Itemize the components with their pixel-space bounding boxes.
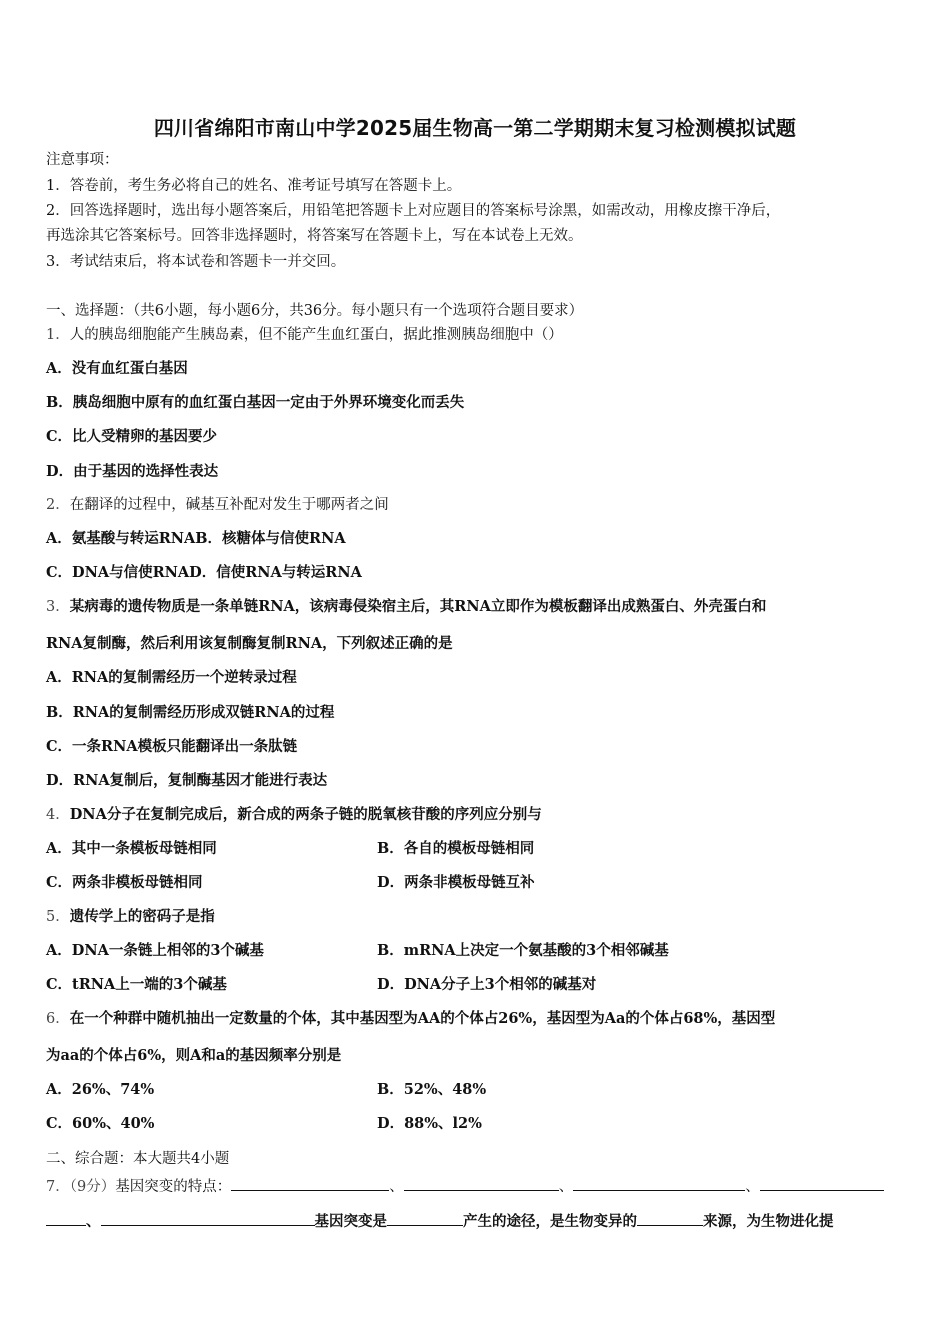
q5-number: 5． xyxy=(46,909,70,925)
q3-option-d: D．RNA复制后，复制酶基因才能进行表达 xyxy=(46,772,328,789)
q3-option-a: A．RNA的复制需经历一个逆转录过程 xyxy=(46,669,297,686)
q1-option-a: A．没有血红蛋白基因 xyxy=(46,360,188,377)
q4-stem: 4．DNA分子在复制完成后，新合成的两条子链的脱氧核苷酸的序列应分别与 xyxy=(46,806,542,823)
q3-number: 3． xyxy=(46,599,70,615)
q5-option-b: B．mRNA上决定一个氨基酸的3个相邻碱基 xyxy=(377,942,669,959)
q3-option-b: B．RNA的复制需经历形成双链RNA的过程 xyxy=(46,704,335,721)
q7-line2: 、 基因突变是 产生的途径，是生物变异的 来源，为生物进化提 xyxy=(46,1211,834,1232)
answer-blank-6[interactable] xyxy=(387,1211,463,1226)
notice-heading: 注意事项： xyxy=(46,152,119,168)
answer-blank-7[interactable] xyxy=(637,1211,703,1226)
q4-option-b: B．各自的模板母链相同 xyxy=(377,840,535,857)
q6-option-c: C．60%、40% xyxy=(46,1115,155,1132)
q6-option-b: B．52%、48% xyxy=(377,1081,487,1098)
q1-option-b: B．胰岛细胞中原有的血红蛋白基因一定由于外界环境变化而丢失 xyxy=(46,394,465,411)
q3-stem-line1: 3．某病毒的遗传物质是一条单链RNA，该病毒侵染宿主后，其RNA立即作为模板翻译出成熟蛋白、外壳蛋白和 xyxy=(46,598,767,615)
q5-option-c: C．tRNA上一端的3个碱基 xyxy=(46,976,227,993)
answer-blank-5[interactable] xyxy=(101,1211,315,1226)
q3-option-c: C．一条RNA模板只能翻译出一条肽链 xyxy=(46,738,298,755)
q1-option-c: C．比人受精卵的基因要少 xyxy=(46,428,218,445)
q1-number: 1． xyxy=(46,327,70,343)
answer-blank-1[interactable] xyxy=(231,1176,389,1191)
q5-option-a: A．DNA一条链上相邻的3个碱基 xyxy=(46,942,264,959)
q4-number: 4． xyxy=(46,807,70,823)
notice-item-1: 1．答卷前，考生务必将自己的姓名、准考证号填写在答题卡上。 xyxy=(46,178,462,194)
answer-blank-3[interactable] xyxy=(573,1176,745,1191)
q4-option-d: D．两条非模板母链互补 xyxy=(377,874,535,891)
notice-item-2-cont: 再选涂其它答案标号。回答非选择题时，将答案写在答题卡上，写在本试卷上无效。 xyxy=(46,228,583,244)
q4-option-c: C．两条非模板母链相同 xyxy=(46,874,203,891)
q7-number: 7． xyxy=(46,1179,70,1195)
answer-blank-4-cont[interactable] xyxy=(46,1211,86,1226)
answer-blank-4[interactable] xyxy=(760,1176,884,1191)
q6-option-a: A．26%、74% xyxy=(46,1081,155,1098)
q1-stem: 1．人的胰岛细胞能产生胰岛素，但不能产生血红蛋白，据此推测胰岛细胞中（） xyxy=(46,327,563,343)
q6-option-d: D．88%、l2% xyxy=(377,1115,482,1132)
q7-points: （9分） xyxy=(69,1179,116,1195)
q6-stem-line1: 6．在一个种群中随机抽出一定数量的个体，其中基因型为AA的个体占26%，基因型为Aa的个体占68%，基因型 xyxy=(46,1010,776,1027)
q3-stem-line2: RNA复制酶，然后利用该复制酶复制RNA，下列叙述正确的是 xyxy=(46,635,453,652)
q2-stem: 2．在翻译的过程中，碱基互补配对发生于哪两者之间 xyxy=(46,497,389,513)
q5-option-d: D．DNA分子上3个相邻的碱基对 xyxy=(377,976,597,993)
page-title: 四川省绵阳市南山中学2025届生物高一第二学期期末复习检测模拟试题 xyxy=(153,116,797,140)
q7-line1: 7．（9分）基因突变的特点： 、 、 、 xyxy=(46,1176,884,1197)
q6-stem-line2: 为aa的个体占6%，则A和a的基因频率分别是 xyxy=(46,1047,342,1064)
q4-option-a: A．其中一条模板母链相同 xyxy=(46,840,217,857)
q1-option-d: D．由于基因的选择性表达 xyxy=(46,463,219,480)
notice-item-2: 2．回答选择题时，选出每小题答案后，用铅笔把答题卡上对应题目的答案标号涂黑，如需改动，用橡皮擦干净后， xyxy=(46,203,781,219)
section1-heading: 一、选择题：（共6小题，每小题6分，共36分。每小题只有一个选项符合题目要求） xyxy=(46,303,584,319)
notice-item-3: 3．考试结束后，将本试卷和答题卡一并交回。 xyxy=(46,254,346,270)
q6-number: 6． xyxy=(46,1011,70,1027)
section2-heading: 二、综合题：本大题共4小题 xyxy=(46,1151,230,1167)
q2-options-cd: C．DNA与信使RNAD．信使RNA与转运RNA xyxy=(46,564,362,581)
q2-number: 2． xyxy=(46,497,70,513)
answer-blank-2[interactable] xyxy=(404,1176,559,1191)
q5-stem: 5．遗传学上的密码子是指 xyxy=(46,908,215,925)
q2-options-ab: A．氨基酸与转运RNAB．核糖体与信使RNA xyxy=(46,530,346,547)
